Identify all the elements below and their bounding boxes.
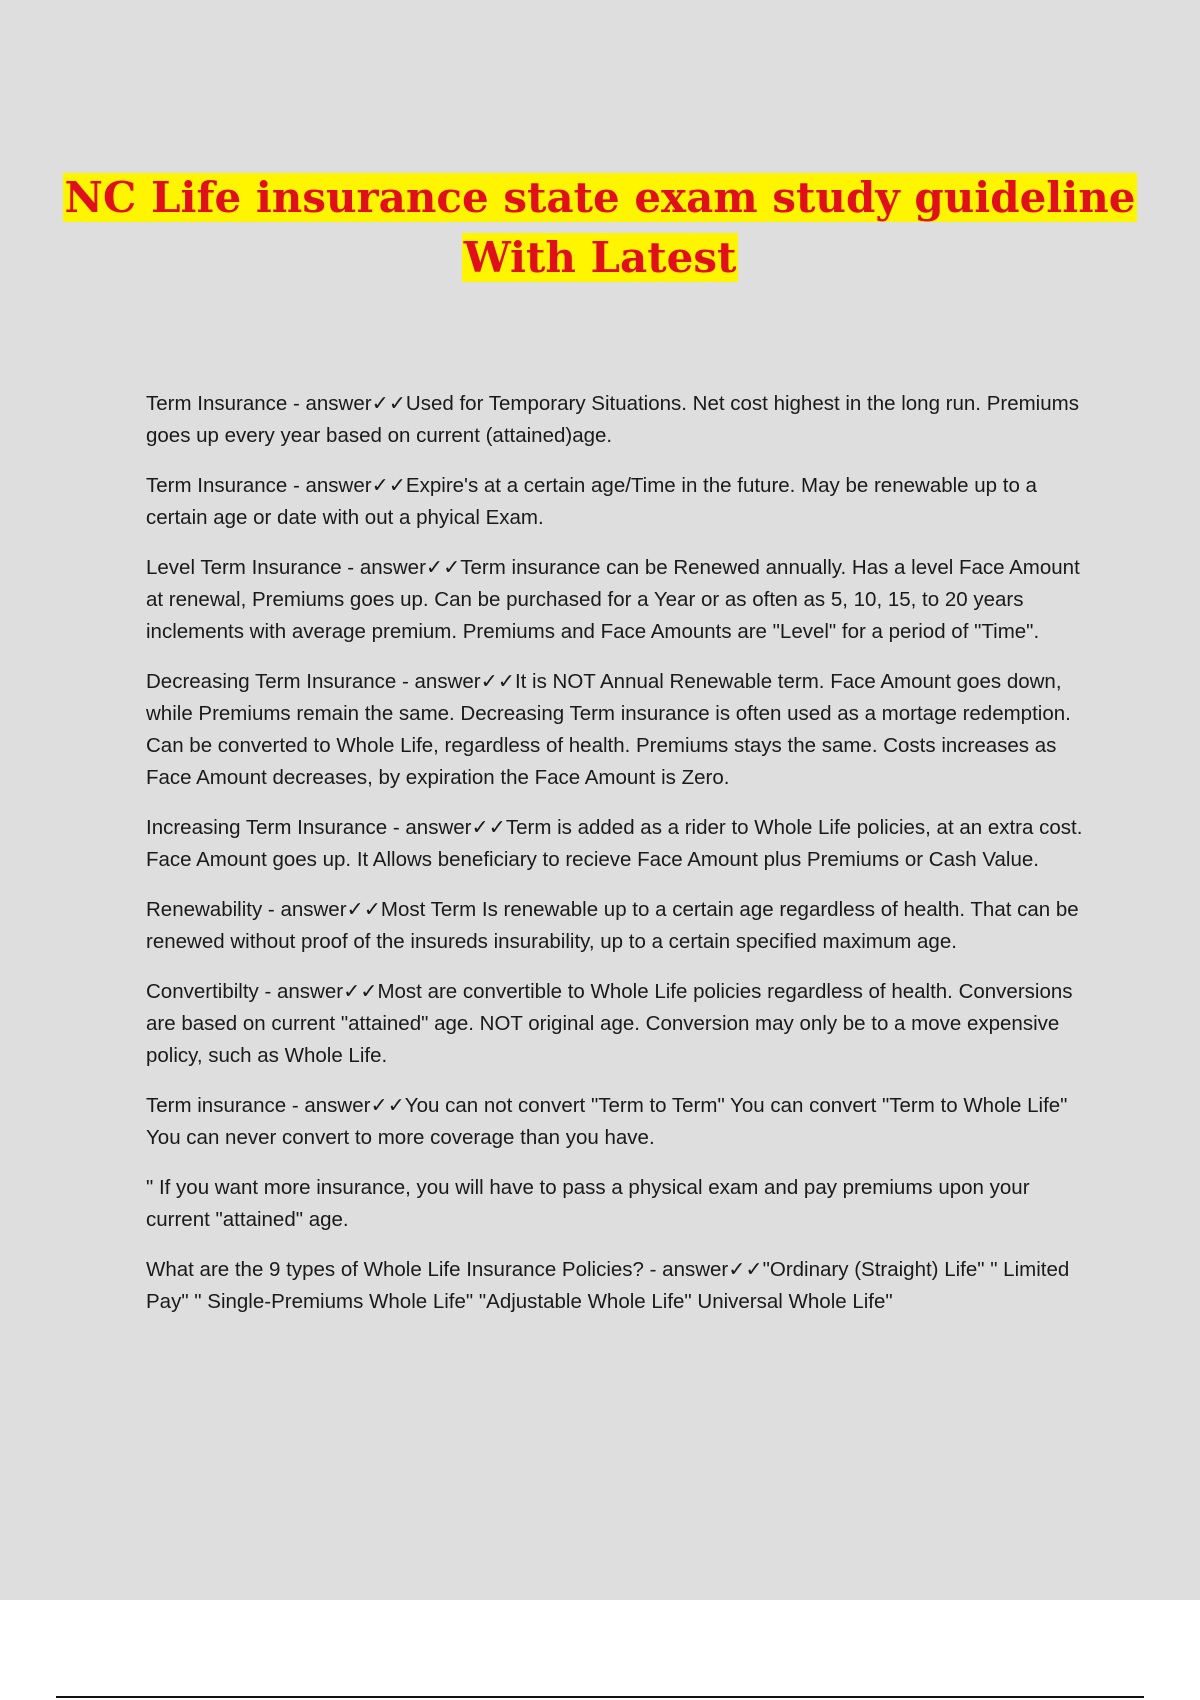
footer-divider <box>56 1696 1144 1698</box>
paragraph-renewability: Renewability - answer✓✓Most Term Is renewable up to a certain age regardless of health. That can be renewed without proof of the insureds insurability, up to a certain specified maximum age. <box>146 898 1079 953</box>
title-line-1: NC Life insurance state exam study guideline <box>64 173 1136 222</box>
paragraph-term-conversion: Term insurance - answer✓✓You can not convert "Term to Term" You can convert "Term to Whole Life" You can never convert to more coverage than you have. <box>146 1094 1068 1149</box>
paragraph-whole-life-types: What are the 9 types of Whole Life Insurance Policies? - answer✓✓"Ordinary (Straight) Life" " Limited Pay" " Single-Premiums Whole Life" "Adjustable Whole Life" Universal Whole Life" <box>146 1258 1070 1313</box>
paragraph-term-insurance-2: Term Insurance - answer✓✓Expire's at a certain age/Time in the future. May be renewable up to a certain age or date with out a phyical Exam. <box>146 474 1037 529</box>
paragraph-term-insurance-1: Term Insurance - answer✓✓Used for Temporary Situations. Net cost highest in the long run. Premiums goes up every year based on current (attained)age. <box>146 392 1079 447</box>
paragraph-level-term: Level Term Insurance - answer✓✓Term insurance can be Renewed annually. Has a level Face Amount at renewal, Premiums goes up. Can be purchased for a Year or as often as 5, 10, 15, to 20 years inclements with average premium. Premiums and Face Amounts are "Level" for a period of "Time". <box>146 556 1080 643</box>
document-title <box>0 168 1200 288</box>
document-body <box>146 388 1091 1336</box>
paragraph-increasing-term: Increasing Term Insurance - answer✓✓Term is added as a rider to Whole Life policies, at an extra cost. Face Amount goes up. It Allows beneficiary to recieve Face Amount plus Premiums or Cash Value. <box>146 816 1083 871</box>
title-line-2: With Latest <box>463 233 737 282</box>
paragraph-convertibility: Convertibilty - answer✓✓Most are convertible to Whole Life policies regardless of health. Conversions are based on current "attained" age. NOT original age. Conversion may only be to a move expensive policy, such as Whole Life. <box>146 980 1073 1067</box>
paragraph-decreasing-term: Decreasing Term Insurance - answer✓✓It is NOT Annual Renewable term. Face Amount goes down, while Premiums remain the same. Decreasing Term insurance is often used as a mortage redemption. Can be converted to Whole Life, regardless of health. Premiums stays the same. Costs increases as Face Amount decreases, by expiration the Face Amount is Zero. <box>146 670 1071 789</box>
paragraph-more-insurance: " If you want more insurance, you will have to pass a physical exam and pay premiums upon your current "attained" age. <box>146 1176 1030 1231</box>
